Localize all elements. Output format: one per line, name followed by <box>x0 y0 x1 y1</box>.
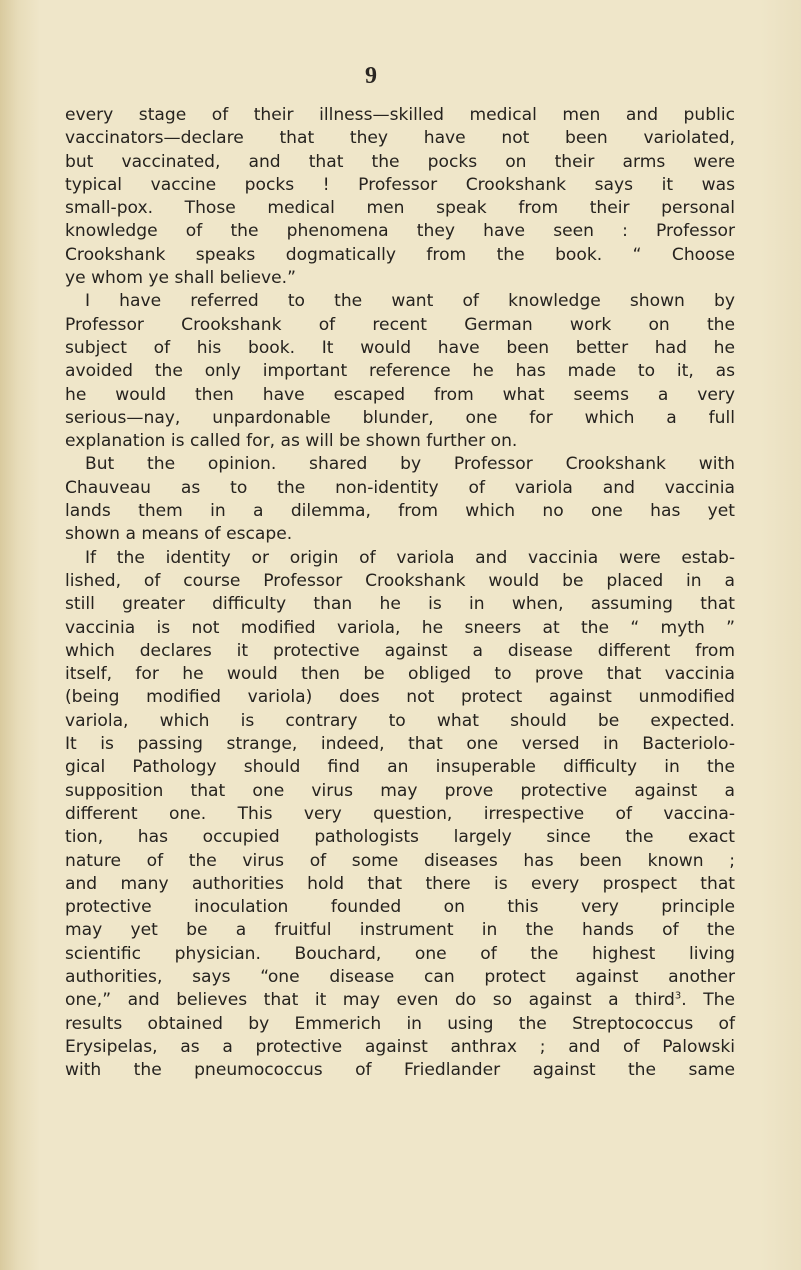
page-number: 9 <box>365 63 377 89</box>
text-line: itself, for he would then be obliged to prove that vaccinia <box>65 664 735 685</box>
text-line: but vaccinated, and that the pocks on their arms were <box>65 151 735 172</box>
paragraph-1 <box>65 104 735 290</box>
text-line: If the identity or origin of variola and vaccinia were estab- <box>85 547 735 568</box>
text-line: vaccinators—declare that they have not been variolated, <box>65 128 735 149</box>
text-line-with-footnote <box>65 989 735 1012</box>
text-line: supposition that one virus may prove protective against a <box>65 780 735 801</box>
text-line: gical Pathology should find an insuperable difficulty in the <box>65 757 735 778</box>
text-line: Erysipelas, as a protective against anthrax ; and of Palowski <box>65 1036 735 1057</box>
text-line: knowledge of the phenomena they have seen : Professor <box>65 221 735 242</box>
text-line: with the pneumococcus of Friedlander against the same <box>65 1060 735 1081</box>
text-line: lished, of course Professor Crookshank would be placed in a <box>65 570 735 591</box>
text-line: results obtained by Emmerich in using the Streptococcus of <box>65 1013 735 1034</box>
text-line: avoided the only important reference he has made to it, as <box>65 361 735 382</box>
text-line: every stage of their illness—skilled medical men and public <box>65 105 735 125</box>
text-line: tion, has occupied pathologists largely since the exact <box>65 827 735 848</box>
text-line: But the opinion. shared by Professor Crookshank with <box>85 454 735 475</box>
text-line: which declares it protective against a disease different from <box>65 640 735 661</box>
text-line: lands them in a dilemma, from which no one has yet <box>65 501 735 522</box>
paragraph-3 <box>65 453 735 546</box>
text-line: still greater difficulty than he is in when, assuming that <box>65 594 735 615</box>
text-line: I have referred to the want of knowledge shown by <box>85 291 735 312</box>
text-line: variola, which is contrary to what should be expected. <box>65 710 735 731</box>
text-line: shown a means of escape. <box>65 524 293 545</box>
paragraph-2 <box>65 290 735 453</box>
text-line: protective inoculation founded on this very principle <box>65 897 735 918</box>
text-line: may yet be a fruitful instrument in the hands of the <box>65 920 735 941</box>
paragraph-4 <box>65 547 735 1083</box>
text-line: Chauveau as to the non-identity of variola and vaccinia <box>65 477 735 498</box>
text-line: Professor Crookshank of recent German work on the <box>65 314 735 335</box>
text-line: small-pox. Those medical men speak from their personal <box>65 198 735 219</box>
text-line: he would then have escaped from what seems a very <box>65 384 735 405</box>
text-line: It is passing strange, indeed, that one versed in Bacteriolo- <box>65 734 735 755</box>
text-line: subject of his book. It would have been better had he <box>65 337 735 358</box>
text-line: authorities, says “one disease can protect against another <box>65 966 735 987</box>
text-line: (being modified variola) does not protect against unmodified <box>65 687 735 708</box>
body-text <box>65 104 735 1082</box>
text-line: typical vaccine pocks ! Professor Crookshank says it was <box>65 174 735 195</box>
text-line: Crookshank speaks dogmatically from the book. “ Choose <box>65 244 735 265</box>
text-segment: one,” and believes that it may even do so against a third <box>65 990 675 1011</box>
text-line: nature of the virus of some diseases has been known ; <box>65 850 735 871</box>
text-line: serious—nay, unpardonable blunder, one for which a full <box>65 407 735 428</box>
text-line: ye whom ye shall believe.” <box>65 268 296 289</box>
text-line: explanation is called for, as will be shown further on. <box>65 431 518 452</box>
footnote-marker: 3 <box>674 990 682 1002</box>
text-line: vaccinia is not modified variola, he sneers at the “ myth ” <box>65 617 735 638</box>
text-line: different one. This very question, irrespective of vaccina- <box>65 803 735 824</box>
text-segment: . The <box>681 990 735 1011</box>
text-line: and many authorities hold that there is every prospect that <box>65 873 735 894</box>
text-line: scientific physician. Bouchard, one of the highest living <box>65 943 735 964</box>
